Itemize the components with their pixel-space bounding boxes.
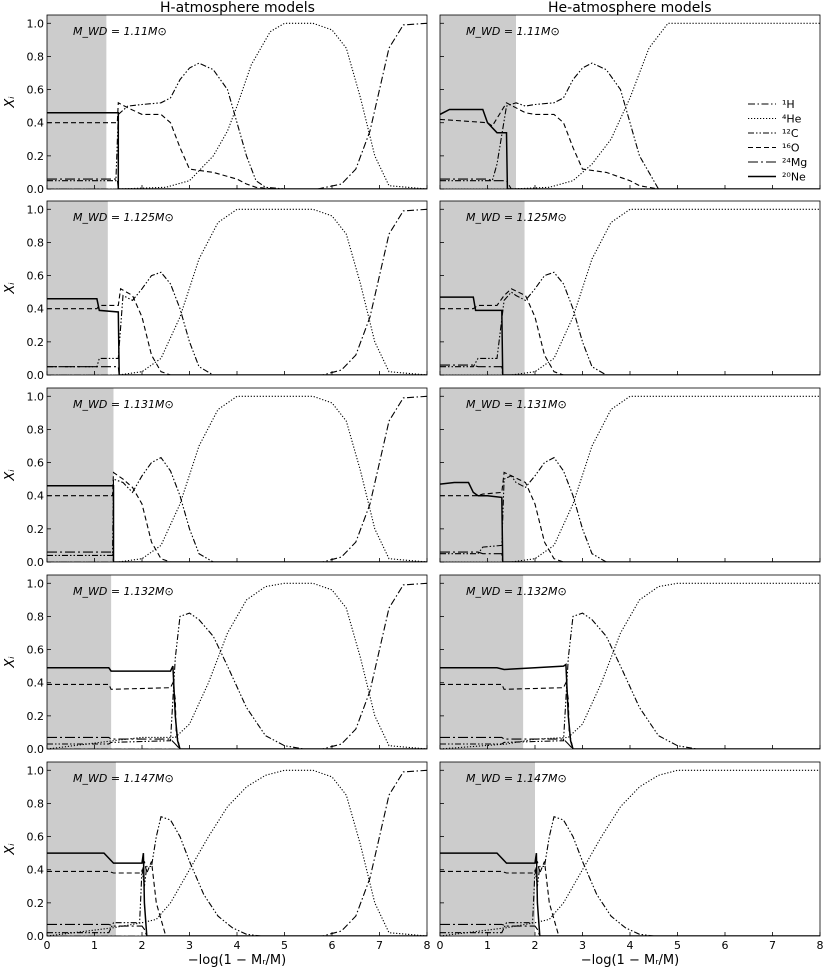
x-tick-label: 2	[531, 939, 539, 952]
y-tick-label: 1.0	[26, 17, 44, 31]
shaded-region	[47, 388, 114, 562]
y-tick-label: 0.0	[26, 743, 44, 756]
x-tick-label: 7	[769, 939, 776, 952]
panel-4	[3, 388, 427, 569]
legend-label: ⁴He	[782, 112, 802, 126]
mass-label: M_WD = 1.125M⊙	[466, 211, 567, 224]
y-tick-label: 0.6	[26, 830, 44, 844]
y-tick-label: 0.2	[26, 335, 44, 349]
panel-0	[3, 15, 427, 196]
mass-label: M_WD = 1.125M⊙	[73, 211, 174, 224]
y-axis-label: Xᵢ	[3, 656, 18, 668]
y-tick-label: 0.2	[26, 522, 44, 536]
legend	[748, 98, 807, 184]
y-tick-label: 0.4	[26, 863, 44, 877]
shaded-region	[440, 388, 525, 562]
mass-label: M_WD = 1.132M⊙	[466, 585, 567, 598]
legend-label: ¹²C	[782, 127, 799, 140]
y-tick-label: 0.8	[26, 236, 44, 250]
y-axis-label: Xᵢ	[3, 843, 18, 855]
x-tick-label: 8	[423, 939, 431, 952]
y-tick-label: 0.0	[26, 369, 44, 382]
y-tick-label: 0.6	[26, 456, 44, 470]
y-axis-label: Xᵢ	[3, 96, 18, 108]
y-tick-label: 0.0	[26, 930, 44, 943]
panel-3	[440, 201, 820, 375]
mass-label: M_WD = 1.11M⊙	[73, 25, 167, 38]
legend-label: ²⁴Mg	[782, 156, 808, 169]
y-axis-label: Xᵢ	[3, 282, 18, 294]
panel-5	[440, 388, 820, 562]
mass-label: M_WD = 1.131M⊙	[466, 398, 567, 411]
shaded-region	[47, 201, 108, 375]
y-tick-label: 0.0	[26, 183, 44, 196]
x-tick-label: 8	[816, 939, 824, 952]
panel-6	[3, 575, 427, 756]
panel-9	[437, 762, 824, 968]
x-tick-label: 5	[674, 939, 681, 952]
y-tick-label: 1.0	[26, 764, 44, 778]
x-tick-label: 6	[328, 939, 336, 952]
column-title-he-atmosphere: He-atmosphere models	[548, 0, 712, 16]
y-tick-label: 0.4	[26, 116, 44, 130]
shaded-region	[47, 15, 106, 189]
y-tick-label: 0.4	[26, 302, 44, 316]
shaded-region	[440, 762, 535, 936]
shaded-region	[47, 762, 116, 936]
panel-1	[440, 15, 820, 189]
y-tick-label: 0.6	[26, 269, 44, 283]
legend-label: ²⁰Ne	[782, 170, 806, 184]
x-tick-label: 1	[484, 939, 491, 952]
legend-label: ¹H	[782, 98, 795, 111]
x-tick-label: 7	[376, 939, 383, 952]
y-tick-label: 0.4	[26, 489, 44, 503]
y-tick-label: 0.2	[26, 149, 44, 163]
x-axis-label: −log(1 − Mᵣ/M)	[580, 953, 680, 968]
mass-label: M_WD = 1.147M⊙	[73, 772, 174, 785]
x-tick-label: 1	[91, 939, 98, 952]
shaded-region	[47, 575, 111, 749]
shaded-region	[440, 201, 525, 375]
mass-label: M_WD = 1.11M⊙	[466, 25, 560, 38]
x-tick-label: 0	[436, 939, 444, 952]
column-title-h-atmosphere: H-atmosphere models	[160, 0, 315, 16]
y-tick-label: 1.0	[26, 577, 44, 591]
y-tick-label: 0.8	[26, 797, 44, 811]
y-tick-label: 0.2	[26, 709, 44, 723]
shaded-region	[440, 575, 523, 749]
x-tick-label: 5	[281, 939, 288, 952]
y-tick-label: 0.4	[26, 676, 44, 690]
x-tick-label: 2	[138, 939, 146, 952]
shaded-region	[440, 15, 516, 189]
x-tick-label: 4	[626, 939, 634, 952]
y-tick-label: 0.6	[26, 643, 44, 657]
panel-2	[3, 201, 427, 382]
x-axis-label: −log(1 − Mᵣ/M)	[187, 953, 287, 968]
y-tick-label: 0.2	[26, 896, 44, 910]
y-tick-label: 1.0	[26, 390, 44, 404]
y-tick-label: 0.8	[26, 423, 44, 437]
y-tick-label: 0.8	[26, 610, 44, 624]
x-tick-label: 4	[233, 939, 241, 952]
x-tick-label: 3	[579, 939, 586, 952]
panel-7	[440, 575, 820, 749]
y-tick-label: 0.6	[26, 83, 44, 97]
panel-8	[3, 762, 431, 968]
legend-label: ¹⁶O	[782, 141, 800, 155]
x-tick-label: 0	[43, 939, 51, 952]
y-tick-label: 1.0	[26, 203, 44, 217]
y-axis-label: Xᵢ	[3, 469, 18, 481]
x-tick-label: 6	[721, 939, 729, 952]
mass-label: M_WD = 1.147M⊙	[466, 772, 567, 785]
mass-label: M_WD = 1.131M⊙	[73, 398, 174, 411]
x-tick-label: 3	[186, 939, 193, 952]
y-tick-label: 0.8	[26, 50, 44, 64]
mass-label: M_WD = 1.132M⊙	[73, 585, 174, 598]
y-tick-label: 0.0	[26, 556, 44, 569]
